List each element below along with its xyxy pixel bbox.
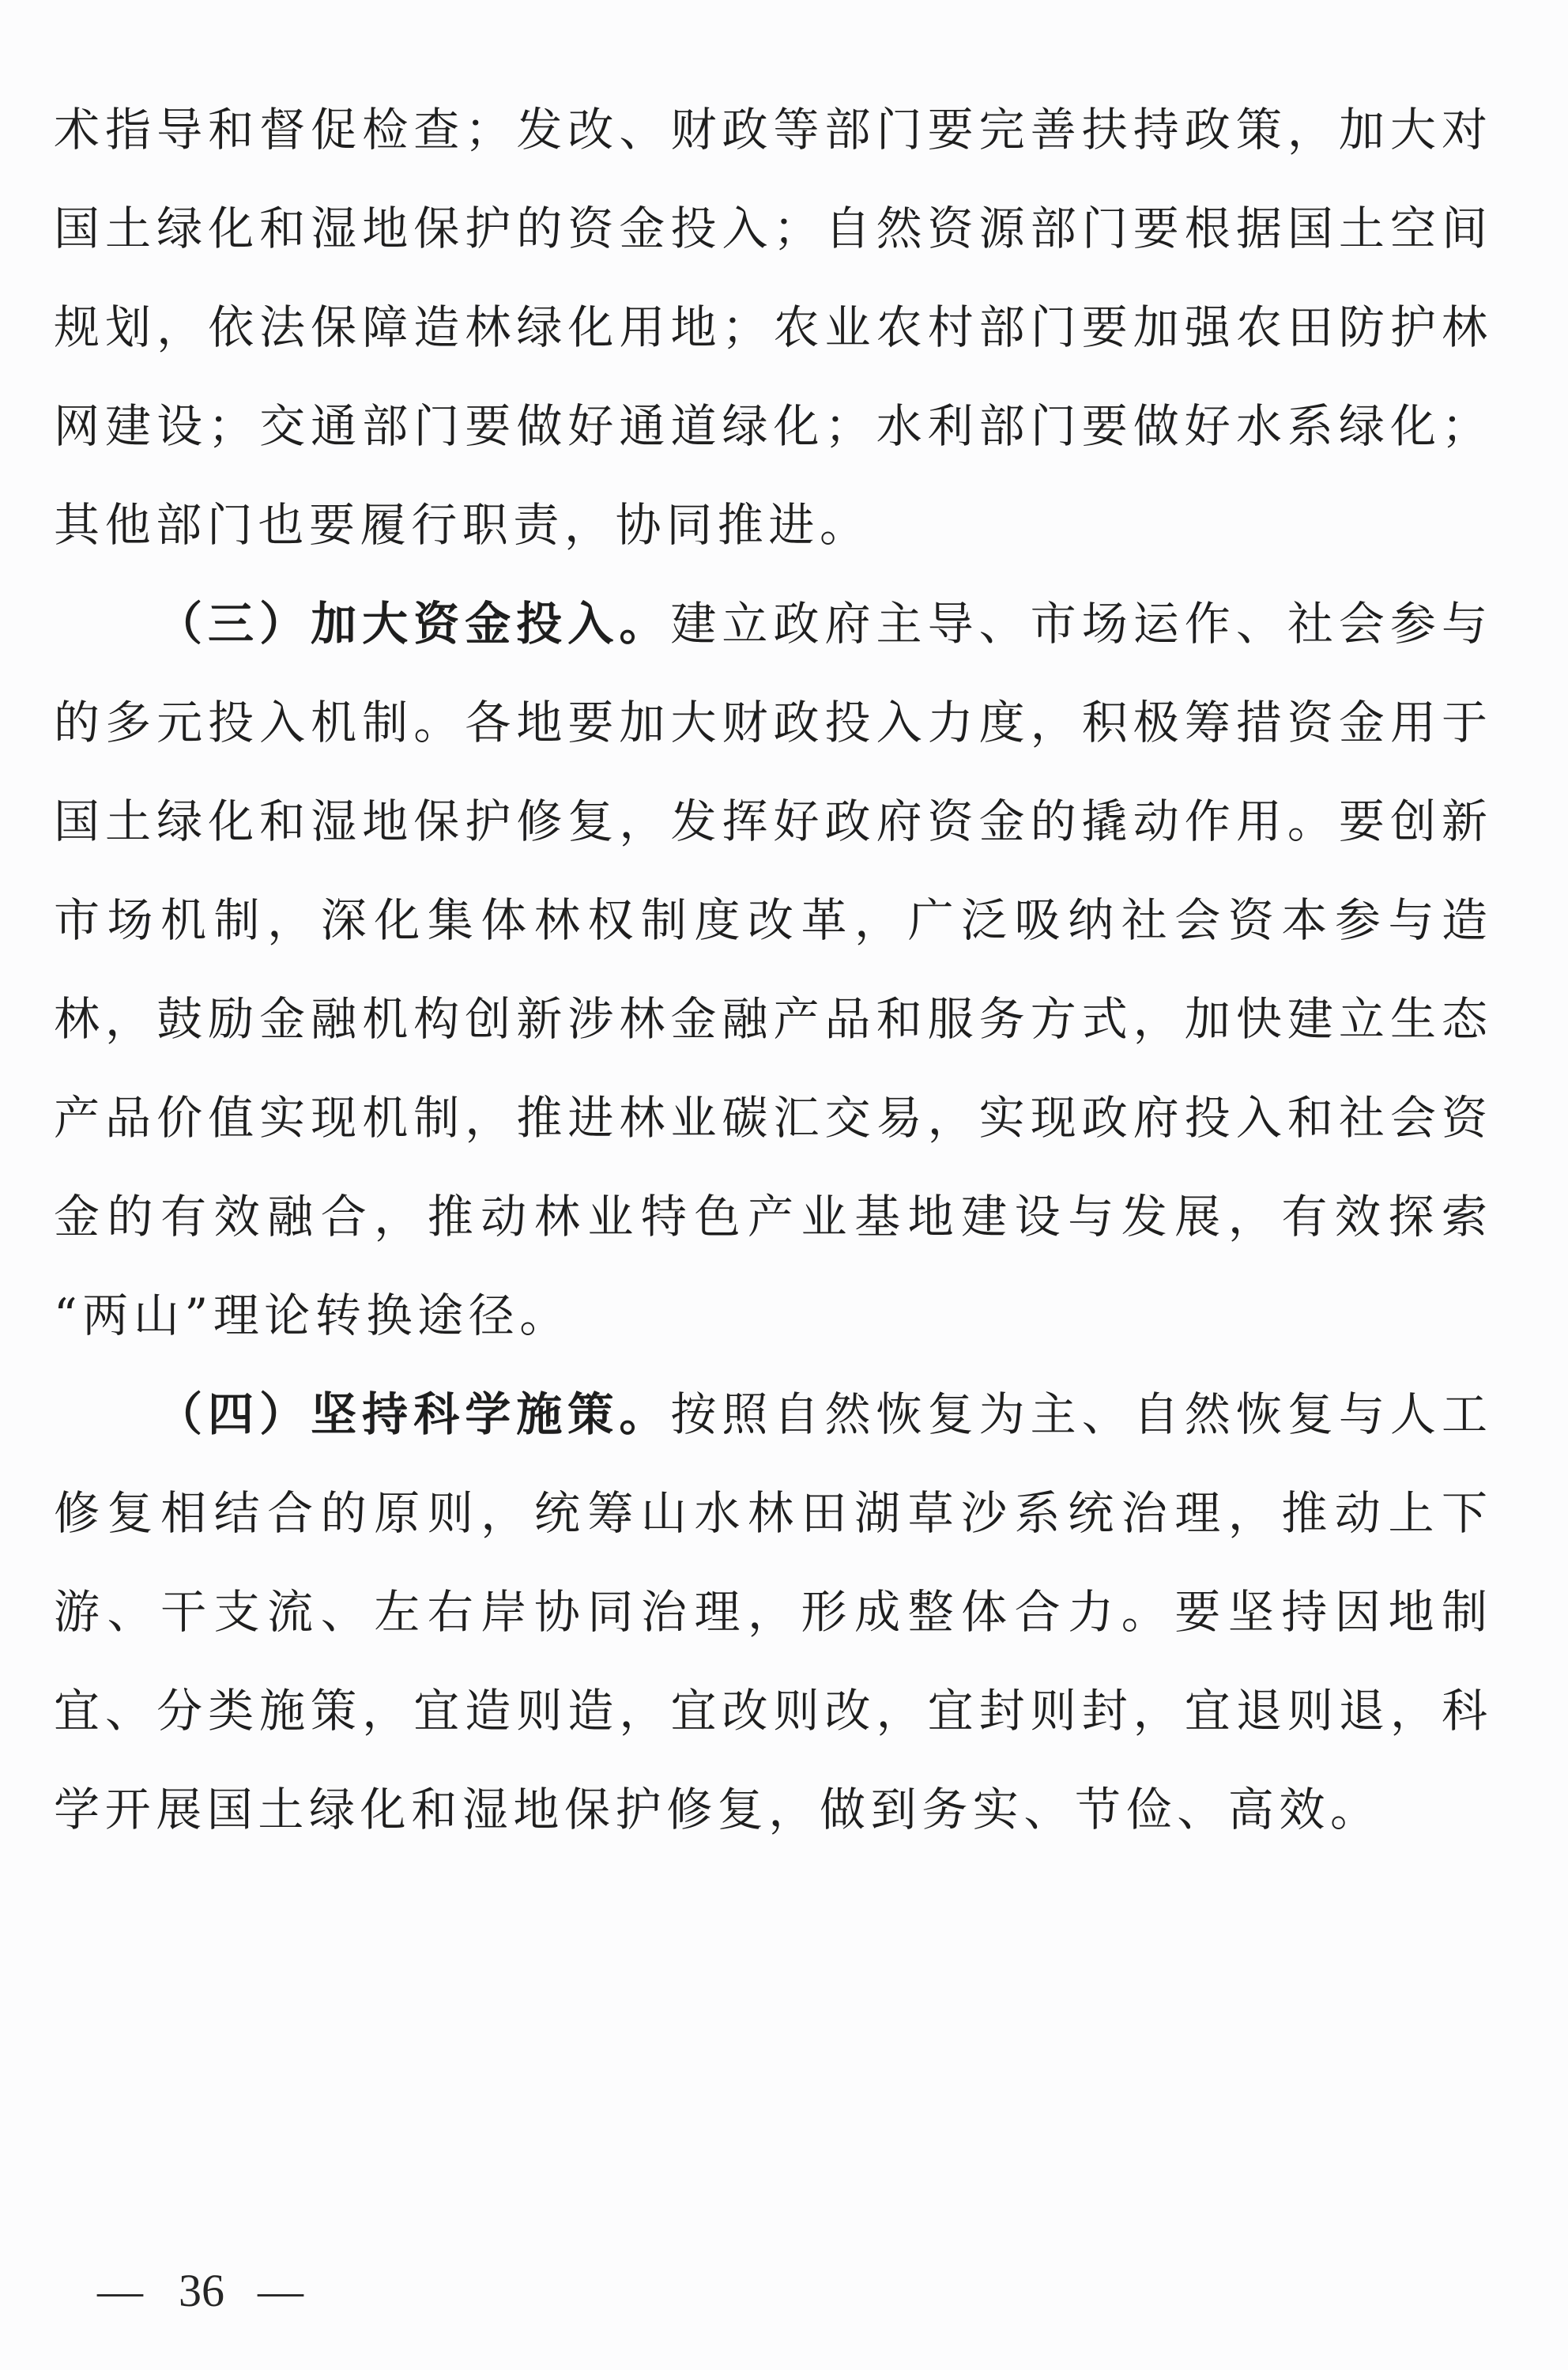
page-number: 36 [179, 2265, 224, 2316]
text-line: 林，鼓励金融机构创新涉林金融产品和服务方式，加快建立生态 [54, 992, 1492, 1046]
section-3-first-line [54, 575, 1492, 674]
text-line: 宜、分类施策，宜造则造，宜改则改，宜封则封，宜退则退，科 [54, 1684, 1492, 1738]
text-line: 产品价值实现机制，推进林业碳汇交易，实现政府投入和社会资 [54, 1091, 1492, 1145]
text-line: 修复相结合的原则，统筹山水林田湖草沙系统治理，推动上下 [54, 1486, 1492, 1540]
text-line: 的多元投入机制。各地要加大财政投入力度，积极筹措资金用于 [54, 696, 1492, 749]
text-line: “两山”理论转换途径。 [54, 1289, 571, 1342]
page-footer [0, 2265, 474, 2316]
body-text [54, 81, 1492, 1859]
text-line: 市场机制，深化集体林权制度改革，广泛吸纳社会资本参与造 [54, 893, 1492, 947]
section-4-heading: （四）坚持科学施策。 [156, 1387, 671, 1441]
text-line: 金的有效融合，推动林业特色产业基地建设与发展，有效探索 [54, 1190, 1492, 1243]
section-4-first-line-text: 按照自然恢复为主、自然恢复与人工 [670, 1387, 1492, 1441]
page-number-dash-right: — [258, 2265, 303, 2316]
text-line: 游、干支流、左右岸协同治理，形成整体合力。要坚持因地制 [54, 1585, 1492, 1639]
text-line: 国土绿化和湿地保护的资金投入；自然资源部门要根据国土空间 [54, 202, 1492, 255]
text-line: 学开展国土绿化和湿地保护修复，做到务实、节俭、高效。 [54, 1783, 1381, 1836]
text-line: 术指导和督促检查；发改、财政等部门要完善扶持政策，加大对 [54, 103, 1492, 157]
section-4-first-line [54, 1365, 1492, 1464]
text-line: 其他部门也要履行职责，协同推进。 [54, 498, 871, 552]
text-line: 规划，依法保障造林绿化用地；农业农村部门要加强农田防护林 [54, 300, 1492, 354]
paragraph-section-3 [54, 575, 1492, 1365]
section-3-heading: （三）加大资金投入。 [156, 597, 671, 651]
section-3-first-line-text: 建立政府主导、市场运作、社会参与 [670, 597, 1492, 651]
paragraph-continuation [54, 81, 1492, 575]
text-line: 网建设；交通部门要做好通道绿化；水利部门要做好水系绿化； [54, 399, 1492, 453]
page-number-dash-left: — [97, 2265, 143, 2316]
text-line: 国土绿化和湿地保护修复，发挥好政府资金的撬动作用。要创新 [54, 794, 1492, 848]
paragraph-section-4 [54, 1365, 1492, 1859]
